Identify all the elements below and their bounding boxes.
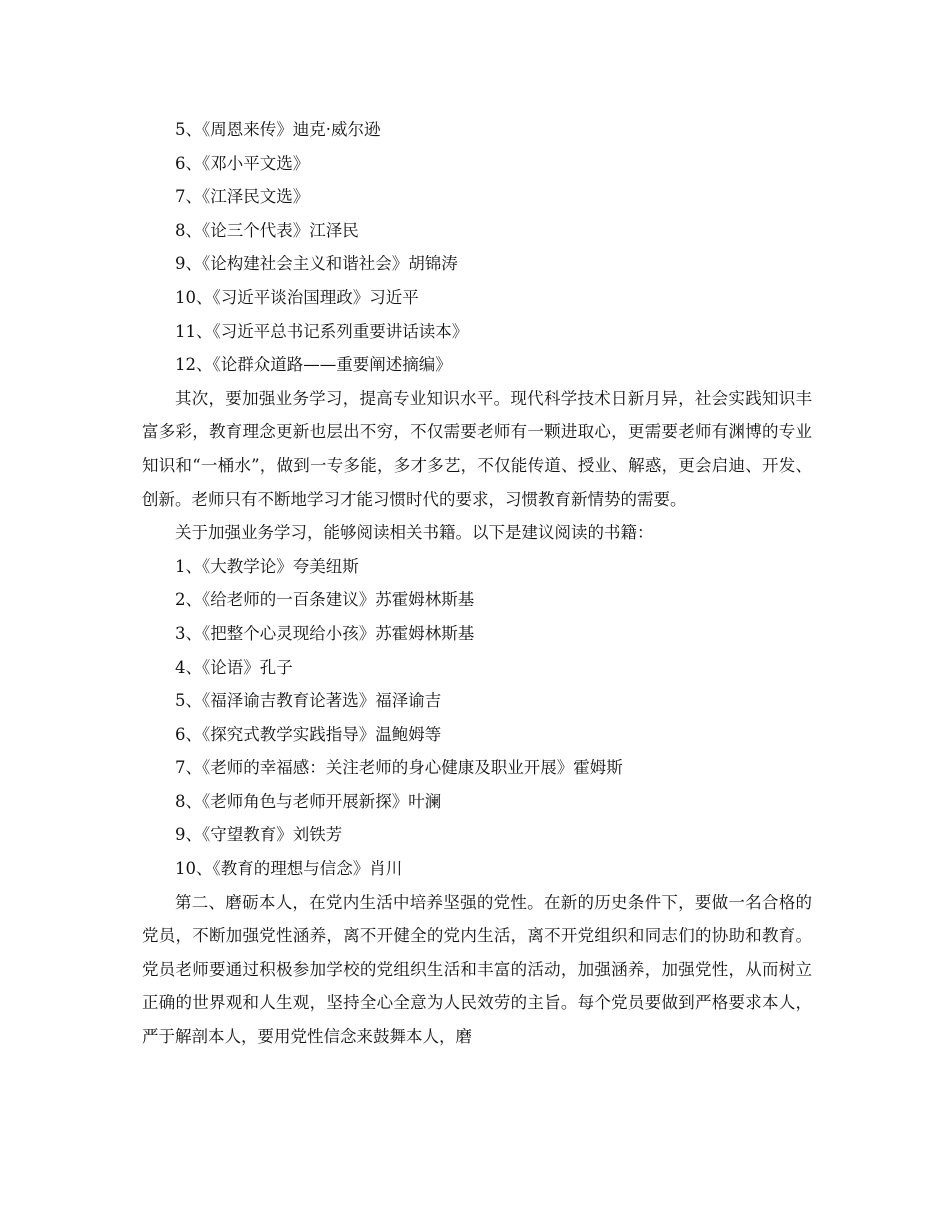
list-item: 10、《教育的理想与信念》肖川 [175,859,403,879]
list-item: 5、《福泽谕吉教育论著选》福泽谕吉 [175,691,442,711]
political-reading-list [142,113,812,382]
list-item: 2、《给老师的一百条建议》苏霍姆林斯基 [175,590,475,610]
list-item: 12、《论群众道路——重要阐述摘编》 [175,355,452,375]
paragraph-professional-study: 其次，要加强业务学习，提高专业知识水平。现代科学技术日新月异，社会实践知识丰富多彩，教育理念更新也层出不穷，不仅需要老师有一颗进取心，更需要老师有渊博的专业知识和“一桶水”，做到一专多能，多才多艺，不仅能传道、授业、解惑，更会启迪、开发、创新。老师只有不断地学习才能习惯时代的要求，习惯教育新情势的需要。 [142,388,812,509]
list-item: 1、《大教学论》夸美纽斯 [175,556,359,576]
list-item: 9、《论构建社会主义和谐社会》胡锦涛 [175,254,458,274]
list-item: 3、《把整个心灵现给小孩》苏霍姆林斯基 [175,623,475,643]
document-body [142,113,812,1054]
list-item: 8、《老师角色与老师开展新探》叶澜 [175,791,442,811]
paragraph-party-life: 第二、磨砺本人，在党内生活中培养坚强的党性。在新的历史条件下，要做一名合格的党员，不断加强党性涵养，离不开健全的党内生活，离不开党组织和同志们的协助和教育。党员老师要通过积极参加学校的党组织生活和丰富的活动，加强涵养，加强党性，从而树立正确的世界观和人生观，坚持全心全意为人民效劳的主旨。每个党员要做到严格要求本人，严于解剖本人，要用党性信念来鼓舞本人，磨 [142,892,812,1047]
professional-reading-list [142,550,812,886]
list-item: 8、《论三个代表》江泽民 [175,220,359,240]
list-item: 11、《习近平总书记系列重要讲话读本》 [175,321,469,341]
list-item: 10、《习近平谈治国理政》习近平 [175,287,419,307]
list-item: 9、《守望教育》刘铁芳 [175,825,343,845]
list-item: 6、《邓小平文选》 [175,153,310,173]
list-item: 6、《探究式教学实践指导》温鲍姆等 [175,724,442,744]
list-item: 5、《周恩来传》迪克·威尔逊 [175,120,381,139]
list-item: 7、《老师的幸福感：关注老师的身心健康及职业开展》霍姆斯 [175,758,623,778]
list-item: 7、《江泽民文选》 [175,187,310,207]
paragraph-reading-intro: 关于加强业务学习，能够阅读相关书籍。以下是建议阅读的书籍： [175,523,654,543]
list-item: 4、《论语》孔子 [175,657,293,677]
